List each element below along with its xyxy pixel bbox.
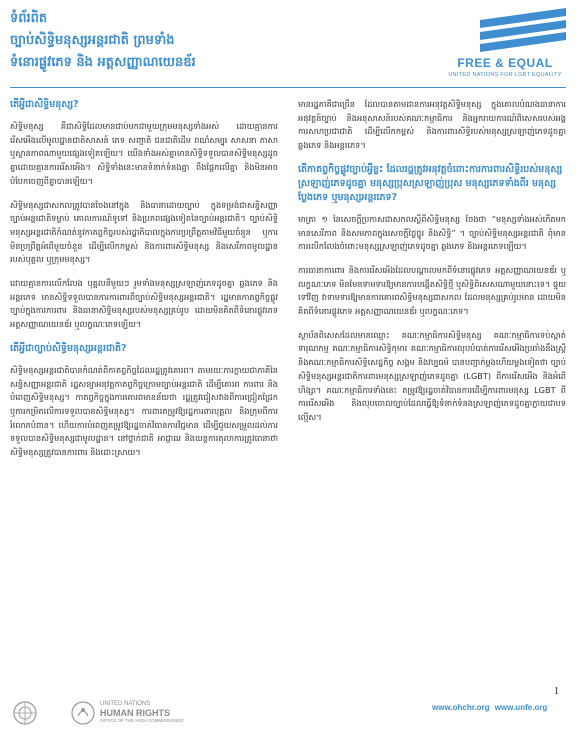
- paragraph: មាត្រា ១ នៃសេចក្តីប្រកាសជាសកលស្តីពីសិទ្ធិមនុស្ស ចែងថា “មនុស្សទាំងអស់កើតមកមានសេរីភាព និងសមភាពក្នុងសេចក្តីថ្លៃថ្នូរ និងសិទ្ធិ” ។ ច្បាប់សិទ្ធិមនុស្សអន្តរជាតិ ពុំមានការលើកលែងចំពោះមនុស្សស្រឡាញ់ភេទដូចគ្នា ឆ្លងភេទ និងអន្តរភេទឡើយ។: [298, 213, 566, 252]
- paragraph: ដោយគ្មានការលើកលែង បុគ្គលនីមួយៗ រួមទាំងមនុស្សស្រឡាញ់ភេទដូចគ្នា ឆ្លងភេទ និងអន្តរភេទ មានសិទ្ធិទទួលបានការការពារពីច្បាប់សិទ្ធិមនុស្សអន្តរជាតិ។ រដ្ឋមានកាតព្វកិច្ចផ្លូវច្បាប់ក្នុងការការពារ និងធានាសិទ្ធិមនុស្សរបស់មនុស្សគ្រប់រូប ដោយមិនគិតពីទំនោរផ្លូវភេទ អត្តសញ្ញាណយេនឌ័រ ឬលក្ខណៈភេទឡើយ។: [10, 278, 278, 330]
- right-column: [298, 98, 566, 435]
- un-emblem-icon: [12, 700, 38, 726]
- footer-links[interactable]: www.ohchr.org www.unfe.org: [432, 703, 548, 712]
- header-title-line-3: ទំនោរផ្លូវភេទ និង អត្តសញ្ញាណយេនឌ័រ: [10, 55, 196, 70]
- left-column: [10, 98, 278, 470]
- ohchr-line-1: UNITED NATIONS: [100, 701, 151, 707]
- ohchr-emblem-icon: [70, 700, 96, 726]
- ohchr-line-3: OFFICE OF THE HIGH COMMISSIONER: [100, 718, 184, 723]
- section-heading-international-law: តើអ្វីជាច្បាប់សិទ្ធិមនុស្សអន្តរជាតិ?: [10, 342, 127, 354]
- header-title: [10, 8, 350, 74]
- header-divider: [10, 87, 566, 88]
- paragraph: មានរដ្ឋភាគីជាច្រើន ដែលបានតាមដានការអនុវត្តសិទ្ធិមនុស្ស ក្នុងគោលបំណងធានាការអនុវត្តន៍ច្បាប់ និងអនុសាសន៍របស់គណៈកម្មាធិការ និងអ្នករាយការណ៍ពិសេសរបស់អង្គការសហប្រជាជាតិ ដើម្បីលើកកម្ពស់ និងការពារសិទ្ធិរបស់មនុស្សស្រឡាញ់ភេទដូចគ្នា ឆ្លងភេទ និងអន្តរភេទ។: [298, 99, 566, 151]
- paragraph: សិទ្ធិមនុស្សអន្តរជាតិបានកំណត់ពីកាតព្វកិច្ចដែលរដ្ឋត្រូវគោរព។ តាមរយៈការក្លាយជាភាគីនៃសន្ធិសញ្ញាអន្តរជាតិ រដ្ឋសន្យាអនុវត្តកាតព្វកិច្ចក្រោមច្បាប់អន្តរជាតិ ដើម្បីគោរព ការពារ និងបំពេញសិទ្ធិមនុស្ស។ កាតព្វកិច្ចក្នុងការគោរពមានន័យថា រដ្ឋត្រូវជៀសវាងពីការជ្រៀតជ្រែក ឬការកម្រិតលើការទទួលបានសិទ្ធិមនុស្ស។ ការពារតម្រូវឱ្យរដ្ឋការពារបុគ្គល និងក្រុមពីការរំលោភបំពាន។ ហើយការបំពេញតម្រូវឱ្យរដ្ឋចាត់វិធានការវិជ្ជមាន ដើម្បីជួយសម្រួលដល់ការទទួលបានសិទ្ធិមនុស្សជាមូលដ្ឋាន។ នៅថ្នាក់ជាតិ អាជ្ញាធរ និងយន្តការតុលាការត្រូវធានាថា សិទ្ធិមនុស្សត្រូវបានការពារ និងដោះស្រាយ។: [10, 364, 278, 458]
- page-number: 1: [554, 686, 559, 697]
- paragraph: សិទ្ធិមនុស្ស គឺជាសិទ្ធិដែលមានជាប់មកជាមួយក្រុមមនុស្សទាំងអស់ ដោយគ្មានការរើសអើងលើមូលដ្ឋានជាតិសាសន៍ ភេទ សញ្ជាតិ ជនជាតិដើម ពណ៌សម្បុរ សាសនា ភាសា ឬស្ថានភាពណាមួយផ្សេងទៀតឡើយ។ យើងទាំងអស់គ្នាមានសិទ្ធិទទួលបានសិទ្ធិមនុស្សដូចគ្នាដោយគ្មានការរើសអើង។ សិទ្ធិទាំងនេះមានទំនាក់ទំនងគ្នា ពឹងផ្អែកលើគ្នា និងមិនអាចបំបែកចេញពីគ្នាបានឡើយ។: [10, 121, 278, 186]
- flag-stripes-icon: [440, 6, 570, 56]
- paragraph: ស្ថាប័នពិសេសដែលមានឈ្មោះ គណៈកម្មាធិការសិទ្ធិមនុស្ស គណៈកម្មាធិការទប់ស្កាត់ទារុណកម្ម គណៈកម្មាធិការសិទ្ធិកុមារ គណៈកម្មាធិការលុបបំបាត់ការរើសអើងប្រឆាំងនឹងស្ត្រី និងគណៈកម្មាធិការសិទ្ធិសេដ្ឋកិច្ច សង្គម និងវប្បធម៌ បានបញ្ជាក់ម្តងហើយម្តងទៀតថា ច្បាប់សិទ្ធិមនុស្សអន្តរជាតិការពារមនុស្សស្រឡាញ់ភេទដូចគ្នា (LGBT) ពីការរើសអើង និងអំពើហិង្សា។ គណៈកម្មាធិការទាំងនេះ តម្រូវឱ្យរដ្ឋចាត់វិធានការដើម្បីការពារមនុស្ស LGBT ពីការរើសអើង និងលុបចោលច្បាប់ដែលធ្វើឱ្យទំនាក់ទំនងស្រឡាញ់ភេទដូចគ្នាក្លាយជាបទល្មើស។: [298, 329, 566, 422]
- paragraph: សិទ្ធិមនុស្សជាសកលត្រូវបានចែងនៅក្នុង និងធានាដោយច្បាប់ ក្នុងទម្រង់ជាសន្ធិសញ្ញា ច្បាប់អន្តរជាតិទម្លាប់ គោលការណ៍ទូទៅ និងប្រភពផ្សេងទៀតនៃច្បាប់អន្តរជាតិ។ ច្បាប់សិទ្ធិមនុស្សអន្តរជាតិកំណត់នូវកាតព្វកិច្ចរបស់រដ្ឋាភិបាលក្នុងការប្រព្រឹត្តតាមវិធីមួយចំនួន ឬការមិនប្រព្រឹត្តអំពើមួយចំនួន ដើម្បីលើកកម្ពស់ និងការពារសិទ្ធិមនុស្ស និងសេរីភាពមូលដ្ឋានរបស់បុគ្គល ឬក្រុមមនុស្ស។: [10, 199, 278, 265]
- logo-brand: FREE & EQUAL: [457, 56, 553, 70]
- header-title-line-1: ទំព័រពិត: [10, 11, 48, 26]
- ohchr-line-2: HUMAN RIGHTS: [100, 708, 170, 718]
- paragraph: ការធានាការពារ និងការរើសអើងដែលបណ្តាលមកពីទំនោរផ្លូវភេទ អត្តសញ្ញាណយេនឌ័រ ឬលក្ខណៈភេទ មិនមែនទាមទារឱ្យមានការបង្កើតសិទ្ធិថ្មី ឬសិទ្ធិពិសេសណាមួយនោះទេ។ ផ្ទុយទៅវិញ វាទាមទារឱ្យមានការគោរពសិទ្ធិមនុស្សជាសកល ដែលមនុស្សគ្រប់រូបមាន ដោយមិនគិតពីទំនោរផ្លូវភេទ អត្តសញ្ញាណយេនឌ័រ ឬលក្ខណៈភេទ។: [298, 264, 566, 317]
- footer-logos: [12, 698, 252, 732]
- section-heading-what-are-human-rights: តើអ្វីជាសិទ្ធិមនុស្ស?: [10, 99, 79, 110]
- section-heading-state-obligations: តើកាតព្វកិច្ចផ្លូវច្បាប់អ្វីខ្លះ ដែលរដ្ឋត្រូវអនុវត្តចំពោះការការពារសិទ្ធិរបស់មនុស្សស្រឡាញ់ភេទដូចគ្នា មនុស្សប្រុសស្រឡាញ់ប្រុស មនុស្សភេទទាំងពីរ មនុស្សប្លែងភេទ ឬមនុស្សអន្តរភេទ?: [298, 163, 563, 203]
- header-title-line-2: ច្បាប់សិទ្ធិមនុស្សអន្តរជាតិ ព្រមទាំង: [10, 33, 175, 48]
- logo-subtitle: UNITED NATIONS FOR LGBT EQUALITY: [448, 72, 562, 78]
- ohchr-wordmark: [100, 701, 184, 724]
- free-and-equal-logo: [440, 6, 570, 86]
